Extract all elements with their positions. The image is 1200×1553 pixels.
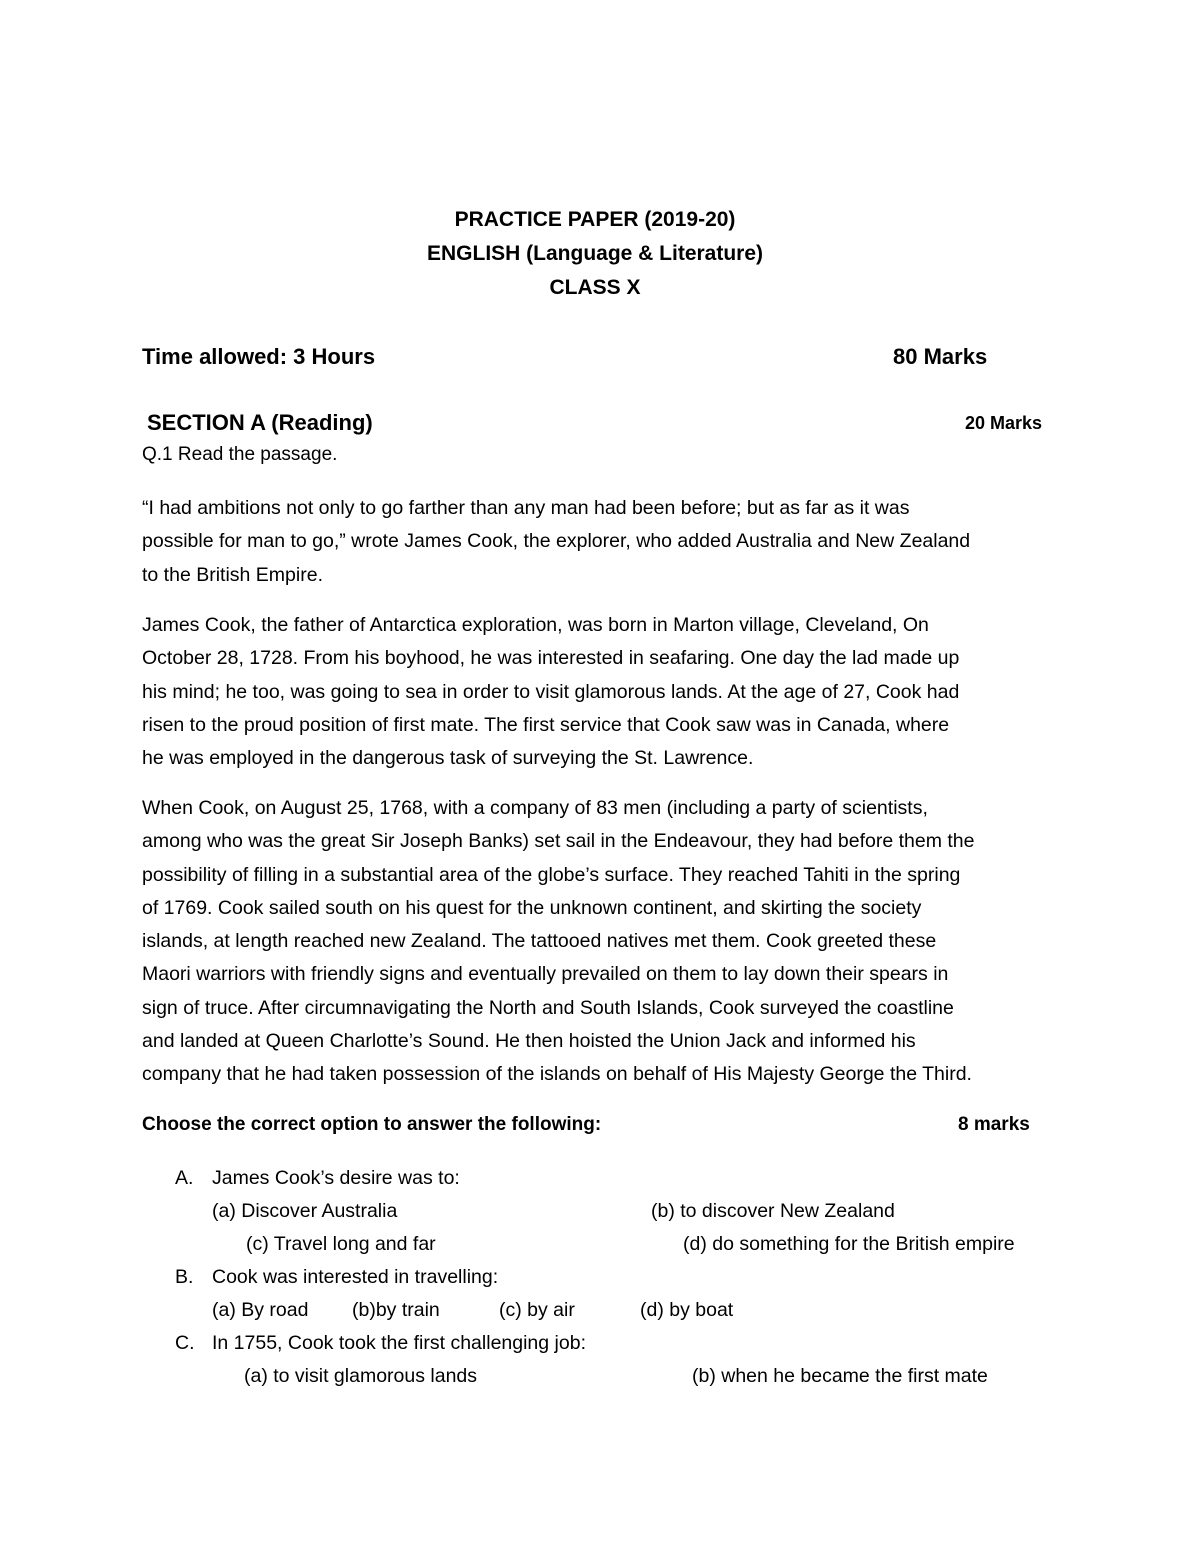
question-b-option-d: (d) by boat bbox=[640, 1299, 734, 1321]
question-c-option-b: (b) when he became the first mate bbox=[692, 1365, 988, 1387]
question-a-option-c: (c) Travel long and far bbox=[246, 1233, 436, 1255]
paper-title: PRACTICE PAPER (2019-20) bbox=[454, 208, 736, 231]
section-marks: 20 Marks bbox=[965, 413, 1043, 433]
passage-line: sign of truce. After circumnavigating the North and South Islands, Cook surveyed the coastline bbox=[142, 996, 954, 1019]
mcq-instruction: Choose the correct option to answer the following: bbox=[142, 1114, 602, 1135]
question-c-option-a: (a) to visit glamorous lands bbox=[244, 1365, 478, 1387]
passage-line: risen to the proud position of first mate. The first service that Cook saw was in Canada, where bbox=[142, 713, 950, 736]
passage-line: “I had ambitions not only to go farther than any man had been before; but as far as it was bbox=[142, 497, 910, 519]
passage-line: he was employed in the dangerous task of surveying the St. Lawrence. bbox=[142, 747, 754, 770]
time-allowed: Time allowed: 3 Hours bbox=[142, 344, 376, 369]
passage-line: possibility of filling in a substantial area of the globe’s surface. They reached Tahiti in the spring bbox=[142, 863, 961, 886]
question-a bbox=[175, 1167, 460, 1190]
total-marks: 80 Marks bbox=[893, 344, 988, 369]
passage-paragraph-1 bbox=[142, 492, 1060, 592]
passage-line: among who was the great Sir Joseph Banks) set sail in the Endeavour, they had before them the bbox=[142, 830, 975, 853]
question-a-option-d: (d) do something for the British empire bbox=[683, 1233, 1015, 1255]
question-letter: C. bbox=[175, 1332, 195, 1354]
question-b-option-b: (b)by train bbox=[352, 1299, 440, 1321]
passage-line: When Cook, on August 25, 1768, with a company of 83 men (including a party of scientists, bbox=[142, 797, 928, 819]
passage-paragraph-3 bbox=[142, 792, 1060, 1092]
question-b bbox=[175, 1266, 498, 1289]
question-b-options bbox=[212, 1299, 733, 1322]
question-stem: Cook was interested in travelling: bbox=[212, 1266, 499, 1288]
question-letter: A. bbox=[175, 1167, 194, 1189]
paper-class: CLASS X bbox=[549, 276, 641, 299]
question-a-option-a: (a) Discover Australia bbox=[212, 1200, 398, 1222]
question-c bbox=[175, 1332, 586, 1355]
passage-line: company that he had taken possession of the islands on behalf of His Majesty George the Third. bbox=[142, 1063, 972, 1086]
question-b-option-a: (a) By road bbox=[212, 1299, 309, 1321]
paper-header bbox=[0, 203, 1190, 305]
passage-paragraph-2 bbox=[142, 609, 1060, 775]
passage-line: and landed at Queen Charlotte’s Sound. He then hoisted the Union Jack and informed his bbox=[142, 1030, 916, 1053]
section-title: SECTION A (Reading) bbox=[147, 410, 373, 435]
passage-line: islands, at length reached new Zealand. The tattooed natives met them. Cook greeted these bbox=[142, 930, 937, 953]
passage-line: Maori warriors with friendly signs and eventually prevailed on them to lay down their spears in bbox=[142, 963, 949, 986]
passage-line: to the British Empire. bbox=[142, 563, 323, 586]
passage-line: his mind; he too, was going to sea in order to visit glamorous lands. At the age of 27, Cook had bbox=[142, 680, 960, 703]
mcq-marks: 8 marks bbox=[958, 1114, 1030, 1135]
question-stem: James Cook’s desire was to: bbox=[212, 1167, 460, 1189]
question-b-option-c: (c) by air bbox=[499, 1299, 575, 1321]
question-heading: Q.1 Read the passage. bbox=[142, 444, 338, 465]
passage-line: of 1769. Cook sailed south on his quest for the unknown continent, and skirting the society bbox=[142, 896, 922, 919]
passage-line: possible for man to go,” wrote James Cook, the explorer, who added Australia and New Zealand bbox=[142, 530, 971, 553]
passage-line: October 28, 1728. From his boyhood, he was interested in seafaring. One day the lad made up bbox=[142, 647, 960, 670]
paper-subject: ENGLISH (Language & Literature) bbox=[426, 242, 764, 265]
question-stem: In 1755, Cook took the first challenging job: bbox=[212, 1332, 586, 1354]
question-letter: B. bbox=[175, 1266, 194, 1288]
question-a-option-b: (b) to discover New Zealand bbox=[651, 1200, 895, 1222]
passage-line: James Cook, the father of Antarctica exploration, was born in Marton village, Cleveland, On bbox=[142, 614, 929, 636]
